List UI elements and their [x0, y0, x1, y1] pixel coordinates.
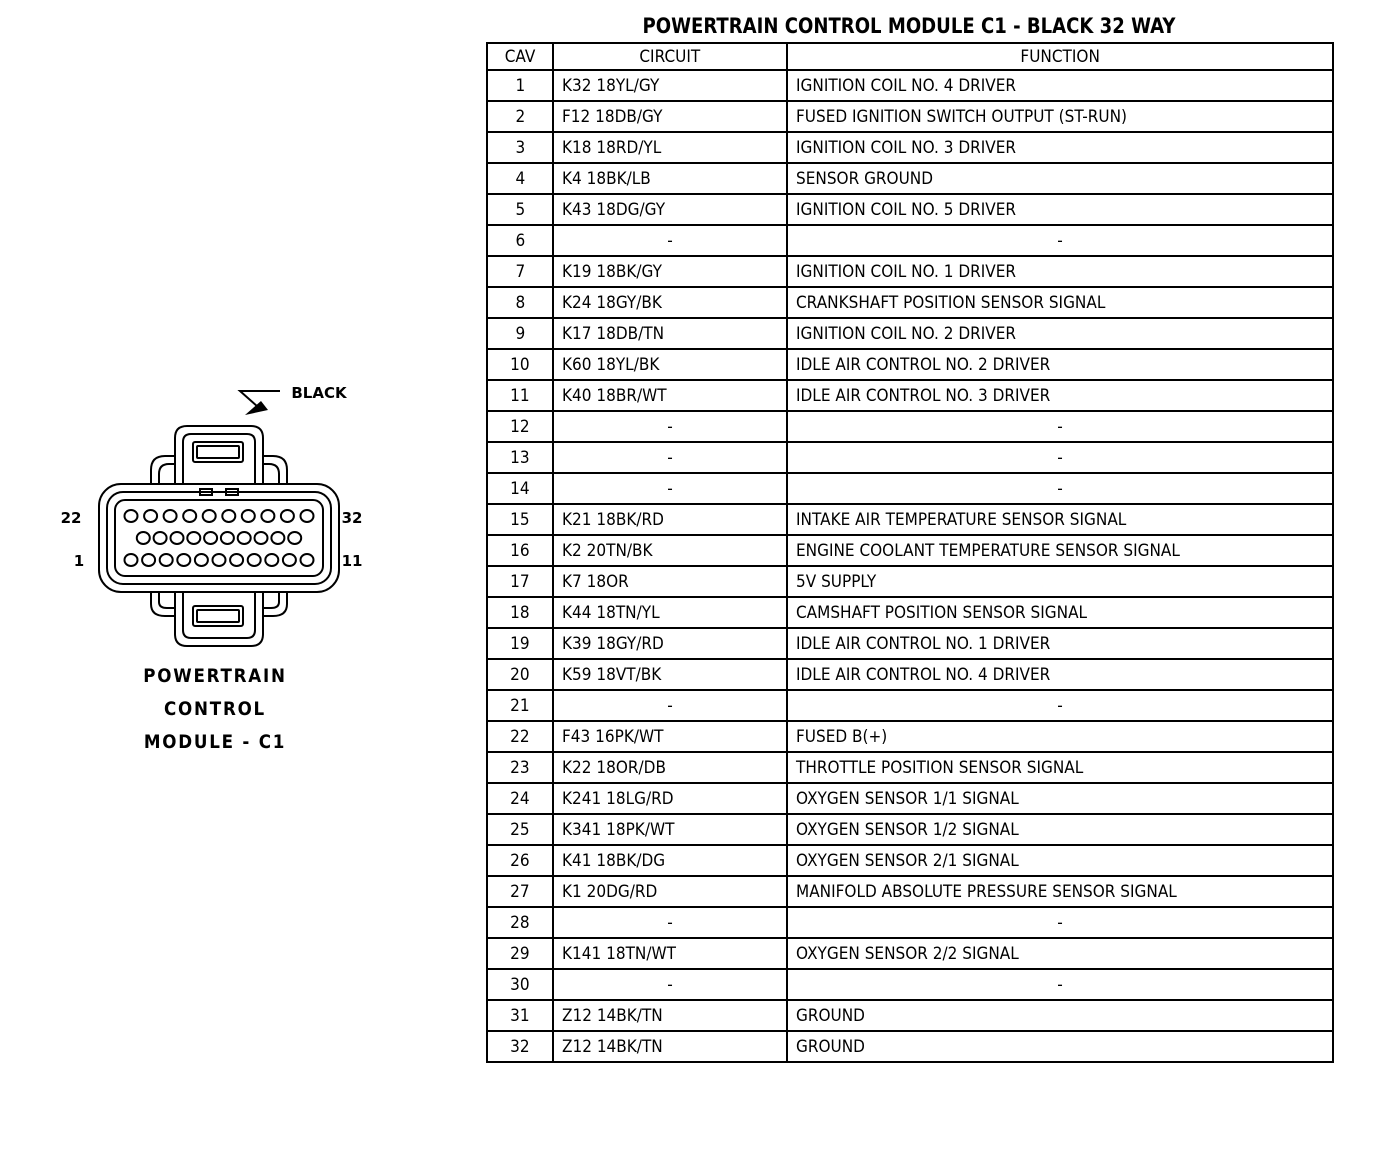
connector-diagram: [55, 370, 385, 670]
cav-cell: 8: [487, 287, 553, 318]
function-cell: IGNITION COIL NO. 1 DRIVER: [787, 256, 1333, 287]
function-cell: -: [787, 411, 1333, 442]
function-cell: GROUND: [787, 1031, 1333, 1062]
pin-hole: [160, 554, 173, 566]
pin-hole: [204, 532, 217, 544]
table-row: [487, 194, 1333, 225]
header-cav: CAV: [487, 43, 553, 70]
cav-cell: 15: [487, 504, 553, 535]
function-cell: -: [787, 473, 1333, 504]
pin-hole: [125, 554, 138, 566]
pin-hole: [281, 510, 294, 522]
table-row: [487, 907, 1333, 938]
circuit-cell: -: [553, 907, 787, 938]
table-row: [487, 287, 1333, 318]
table-row: [487, 1031, 1333, 1062]
cav-cell: 9: [487, 318, 553, 349]
cav-cell: 26: [487, 845, 553, 876]
cav-cell: 18: [487, 597, 553, 628]
function-cell: OXYGEN SENSOR 2/1 SIGNAL: [787, 845, 1333, 876]
pin-hole: [142, 554, 155, 566]
connector-color-label: BLACK: [291, 384, 347, 402]
pin-hole: [238, 532, 251, 544]
pinout-table: [486, 42, 1334, 1063]
callout-arrowhead-icon: [245, 401, 268, 415]
cav-cell: 19: [487, 628, 553, 659]
circuit-cell: K43 18DG/GY: [553, 194, 787, 225]
pin-hole: [222, 510, 235, 522]
pin-hole: [144, 510, 157, 522]
table-row: [487, 380, 1333, 411]
function-cell: CRANKSHAFT POSITION SENSOR SIGNAL: [787, 287, 1333, 318]
pin-hole: [213, 554, 226, 566]
function-cell: -: [787, 907, 1333, 938]
connector-body: [99, 484, 339, 592]
cav-cell: 32: [487, 1031, 553, 1062]
cav-cell: 27: [487, 876, 553, 907]
table-row: [487, 535, 1333, 566]
cav-cell: 31: [487, 1000, 553, 1031]
cav-cell: 22: [487, 721, 553, 752]
table-row: [487, 163, 1333, 194]
table-row: [487, 1000, 1333, 1031]
cav-cell: 16: [487, 535, 553, 566]
pin-hole: [288, 532, 301, 544]
circuit-cell: K41 18BK/DG: [553, 845, 787, 876]
function-cell: OXYGEN SENSOR 1/2 SIGNAL: [787, 814, 1333, 845]
pin-hole: [187, 532, 200, 544]
circuit-cell: K59 18VT/BK: [553, 659, 787, 690]
module-caption-line-1: POWERTRAIN: [143, 665, 287, 687]
table-title: POWERTRAIN CONTROL MODULE C1 - BLACK 32 WAY: [642, 14, 1176, 38]
function-cell: GROUND: [787, 1000, 1333, 1031]
function-cell: FUSED IGNITION SWITCH OUTPUT (ST-RUN): [787, 101, 1333, 132]
table-row: [487, 659, 1333, 690]
function-cell: IDLE AIR CONTROL NO. 2 DRIVER: [787, 349, 1333, 380]
cav-cell: 12: [487, 411, 553, 442]
circuit-cell: K24 18GY/BK: [553, 287, 787, 318]
cav-cell: 23: [487, 752, 553, 783]
function-cell: IDLE AIR CONTROL NO. 4 DRIVER: [787, 659, 1333, 690]
table-row: [487, 101, 1333, 132]
circuit-cell: K7 18OR: [553, 566, 787, 597]
function-cell: -: [787, 969, 1333, 1000]
pin-hole: [301, 554, 314, 566]
function-cell: IGNITION COIL NO. 5 DRIVER: [787, 194, 1333, 225]
function-cell: IDLE AIR CONTROL NO. 1 DRIVER: [787, 628, 1333, 659]
circuit-cell: K241 18LG/RD: [553, 783, 787, 814]
pin-number-22: 22: [60, 509, 82, 527]
function-cell: IGNITION COIL NO. 3 DRIVER: [787, 132, 1333, 163]
circuit-cell: -: [553, 473, 787, 504]
circuit-cell: K40 18BR/WT: [553, 380, 787, 411]
function-cell: MANIFOLD ABSOLUTE PRESSURE SENSOR SIGNAL: [787, 876, 1333, 907]
cav-cell: 11: [487, 380, 553, 411]
table-row: [487, 690, 1333, 721]
function-cell: ENGINE COOLANT TEMPERATURE SENSOR SIGNAL: [787, 535, 1333, 566]
function-cell: 5V SUPPLY: [787, 566, 1333, 597]
cav-cell: 14: [487, 473, 553, 504]
cav-cell: 30: [487, 969, 553, 1000]
cav-cell: 24: [487, 783, 553, 814]
circuit-cell: K4 18BK/LB: [553, 163, 787, 194]
pin-hole: [271, 532, 284, 544]
pin-hole: [255, 532, 268, 544]
pin-hole: [301, 510, 314, 522]
circuit-cell: F43 16PK/WT: [553, 721, 787, 752]
pin-hole: [137, 532, 150, 544]
table-row: [487, 969, 1333, 1000]
table-row: [487, 349, 1333, 380]
pin-number-32: 32: [341, 509, 363, 527]
header-function: FUNCTION: [787, 43, 1333, 70]
table-body: [487, 70, 1333, 1062]
pin-hole: [261, 510, 274, 522]
cav-cell: 3: [487, 132, 553, 163]
function-cell: -: [787, 442, 1333, 473]
circuit-cell: -: [553, 969, 787, 1000]
pin-hole: [203, 510, 216, 522]
table-row: [487, 442, 1333, 473]
circuit-cell: K1 20DG/RD: [553, 876, 787, 907]
pin-hole: [221, 532, 234, 544]
table-row: [487, 70, 1333, 101]
circuit-cell: K32 18YL/GY: [553, 70, 787, 101]
cav-cell: 5: [487, 194, 553, 225]
cav-cell: 21: [487, 690, 553, 721]
circuit-cell: K341 18PK/WT: [553, 814, 787, 845]
function-cell: -: [787, 225, 1333, 256]
circuit-cell: Z12 14BK/TN: [553, 1031, 787, 1062]
pin-hole: [283, 554, 296, 566]
connector-face-drawing: [55, 370, 385, 670]
circuit-cell: K19 18BK/GY: [553, 256, 787, 287]
circuit-cell: K21 18BK/RD: [553, 504, 787, 535]
top-latch: [151, 426, 287, 488]
circuit-cell: K17 18DB/TN: [553, 318, 787, 349]
pin-hole: [242, 510, 255, 522]
cav-cell: 6: [487, 225, 553, 256]
table-row: [487, 721, 1333, 752]
circuit-cell: -: [553, 442, 787, 473]
table-row: [487, 845, 1333, 876]
pin-hole: [195, 554, 208, 566]
table-row: [487, 783, 1333, 814]
function-cell: IDLE AIR CONTROL NO. 3 DRIVER: [787, 380, 1333, 411]
circuit-cell: K2 20TN/BK: [553, 535, 787, 566]
circuit-cell: K60 18YL/BK: [553, 349, 787, 380]
cav-cell: 7: [487, 256, 553, 287]
function-cell: IGNITION COIL NO. 2 DRIVER: [787, 318, 1333, 349]
function-cell: FUSED B(+): [787, 721, 1333, 752]
circuit-cell: K141 18TN/WT: [553, 938, 787, 969]
table-row: [487, 411, 1333, 442]
cav-cell: 17: [487, 566, 553, 597]
pin-hole: [248, 554, 261, 566]
circuit-cell: -: [553, 690, 787, 721]
circuit-cell: F12 18DB/GY: [553, 101, 787, 132]
pin-hole: [154, 532, 167, 544]
cav-cell: 1: [487, 70, 553, 101]
pin-hole: [230, 554, 243, 566]
table-row: [487, 752, 1333, 783]
module-caption-line-3: MODULE - C1: [143, 731, 287, 753]
circuit-cell: K18 18RD/YL: [553, 132, 787, 163]
function-cell: CAMSHAFT POSITION SENSOR SIGNAL: [787, 597, 1333, 628]
table-row: [487, 814, 1333, 845]
module-caption: [123, 660, 308, 759]
table-row: [487, 256, 1333, 287]
circuit-cell: -: [553, 411, 787, 442]
pin-number-1: 1: [73, 552, 85, 570]
module-caption-line-2: CONTROL: [164, 698, 266, 720]
pin-hole: [125, 510, 138, 522]
function-cell: OXYGEN SENSOR 1/1 SIGNAL: [787, 783, 1333, 814]
circuit-cell: K39 18GY/RD: [553, 628, 787, 659]
function-cell: SENSOR GROUND: [787, 163, 1333, 194]
cav-cell: 28: [487, 907, 553, 938]
table-row: [487, 876, 1333, 907]
circuit-cell: Z12 14BK/TN: [553, 1000, 787, 1031]
bottom-latch: [151, 592, 287, 646]
table-header-row: [487, 43, 1333, 70]
pin-hole: [164, 510, 177, 522]
cav-cell: 29: [487, 938, 553, 969]
table-row: [487, 132, 1333, 163]
table-row: [487, 938, 1333, 969]
circuit-cell: K44 18TN/YL: [553, 597, 787, 628]
pin-hole: [171, 532, 184, 544]
pin-hole: [177, 554, 190, 566]
table-row: [487, 225, 1333, 256]
function-cell: INTAKE AIR TEMPERATURE SENSOR SIGNAL: [787, 504, 1333, 535]
cav-cell: 4: [487, 163, 553, 194]
cav-cell: 10: [487, 349, 553, 380]
table-row: [487, 628, 1333, 659]
pin-hole: [265, 554, 278, 566]
table-row: [487, 473, 1333, 504]
circuit-cell: K22 18OR/DB: [553, 752, 787, 783]
table-row: [487, 318, 1333, 349]
table-row: [487, 504, 1333, 535]
function-cell: IGNITION COIL NO. 4 DRIVER: [787, 70, 1333, 101]
pin-number-11: 11: [341, 552, 363, 570]
cav-cell: 25: [487, 814, 553, 845]
table-row: [487, 566, 1333, 597]
circuit-cell: -: [553, 225, 787, 256]
cav-cell: 20: [487, 659, 553, 690]
header-circuit: CIRCUIT: [553, 43, 787, 70]
function-cell: THROTTLE POSITION SENSOR SIGNAL: [787, 752, 1333, 783]
function-cell: -: [787, 690, 1333, 721]
pin-hole: [183, 510, 196, 522]
function-cell: OXYGEN SENSOR 2/2 SIGNAL: [787, 938, 1333, 969]
cav-cell: 13: [487, 442, 553, 473]
cav-cell: 2: [487, 101, 553, 132]
table-row: [487, 597, 1333, 628]
